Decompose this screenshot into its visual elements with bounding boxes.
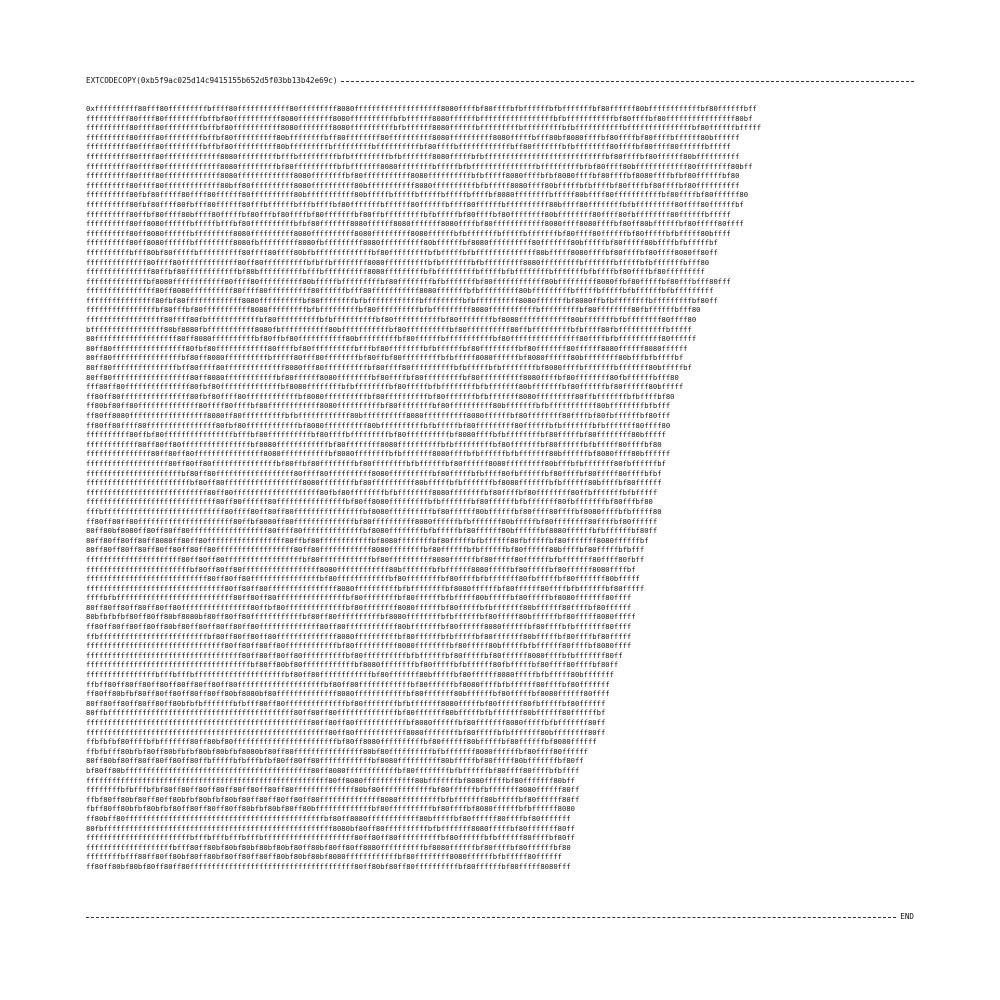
hex-dump-line: 80bfbfbfbf80ff80ff80bf8080bf80ff80ff80ffffffffffffbf80ff80ffffffffffbf8080ffffffffbfbffffffbf80fffff80bffffffbf80fffff8080fffff xyxy=(86,612,636,622)
hex-dump-line: ffbfbfbf80ffffbfbfffffff80ff80bf80ffffffffffffffffffffffffbf80ff8080ffffffffffbf80ffffff80bfffffbf80ffffffbf8080ffffff xyxy=(86,737,597,747)
hex-dump-line: ffffffffffffffff80fbf80fffffffffffff8080ffffffffffbf80ffffffffbfbffffffffffffbfffffffffbfbffffffffff8080fffffffbf8080ffbfbffffffffbfffffffffbf80ff xyxy=(86,295,718,305)
hex-dump-line: fffffffffffffff80ffbf80ffffffffffffbf80bffffffffffbfffbffffffffff8080fffffffffbfbfffffffffbfffffbfbffffffffbfffffffbfbffffbf80ffffbf80fffffffff xyxy=(86,267,705,277)
hex-dump-line: 80ff80ff80ff80ff80ff80bfbfbfffffffbfbfff80ff80ffffffffffffffbf80ffffffffbfbfffffff8080fffffbf80ffffff80fbfffffbf80ffffff xyxy=(86,698,606,708)
hex-dump-line: fffbffffffffffffffffffffffffffff80ffff80ff80ff80ffffffffffffffffbf8080ffffffffffbf80ffffff80bffffffbf80ffff80ffffbf8080ffffbfbfffff80 xyxy=(86,506,662,516)
hex-dump-line: ffffffffff80ffff80fffffffffbffbf80ffffffffff80bfffffffffbfffffffffbffffffffffbf80ffffbffffffffffffbff80fffffffbfbffffffff80ffffbf80ffff80ffffffbfffff xyxy=(86,142,731,152)
footer-divider xyxy=(86,917,896,918)
hex-dump-line: 80fffffffffffffffffff80ff8080ffffffffffbf80ffbf80fffffffffff80bfffffffffbf80ffffffbfffffffffffbf80ffffffffffffffff80ffffbfbffffffffff80ffffff xyxy=(86,334,697,344)
hex-dump-line: ffffffffbfbfffbfbf80ff80ff80ff80ff80ff80ff80ff80ffffffffffffff80bf80ffffffffffffbf80ffffffbfbfffffff8080ffffff80ff xyxy=(86,785,580,795)
hex-dump-line: ffffffffffbfff80bf80fffffbffffffffff80ffff80ffff80bfbfffffffffffffbf80fffffffffbfbfffffbfbffffffffffffff80bfffff8080ffffbf80ffffbf80ffff8080ff80ff xyxy=(86,247,718,257)
hex-dump-line: ff80bf80ff80ffffffffffffff80ffff80ffffbf80ffffffffffff8080ffffffffffbf80ffffffffbf80ffffffffff80bfffffffbfbfffffffffff80bffffffffbfbfff xyxy=(86,401,671,411)
hex-dump-line: ffffffffffffffffffffffffffffffffffffffbf80ff80bf80ffffffffffffbf8080ffffffffbf80fffffbfbffffff80fbfffffbf80ffff80ffffbf80ff xyxy=(86,660,619,670)
hex-dump-line: 80ff80ff80ff80ff8080ff80ff80ffffffffffffffffff80ffbf80ffffffffffffbf8080ffffffffbf80fffffbfbffffff80fbfffffbf80fffffff8080ffffffbf xyxy=(86,535,649,545)
hex-dump-line: ffffffffff80ff8080ffffffbfffffbfffbf80ffffffffffbfbf80fffffff8080ffffff8080fffffff8080ffffbf80ffffffffffff8080ffff8080ffffbf80ff80bffffffbf80fffff80ffff xyxy=(86,219,744,229)
hex-dump-line: ffffffffff80ffff80fffffffffffff8080fffffffffbfffbfffffffffbfbfffffffffbfbfffffff8080fffffbfbffffffffffffffffffffffffffffbf80ffffbf80ffffff80bffffffffff xyxy=(86,151,740,161)
hex-dump-line: 80ff80ffffffffffffffffbf80ff8080ffffffffffbfffff80fff80ffffffffbf80ffbf80fffffffffbfbfffff8080ffffffbf8080ffffff80bffffffff80bfffbfbffffbf xyxy=(86,353,684,363)
hex-dump-line: ffffffffff80ff8080ffffffbfffffffff8080ffffffffff8080ffffffffff8080fffffffff8080ffffffbfbfffffffbfffffbfffffffbf80ffff80ffffffbf80fffffbfbfffff80bffff xyxy=(86,228,731,238)
hex-dump-line: ffffffffffffffffbfffbfffbfffffffffffffffffffffbf80ff80ffffffffffffbf80fffffff80bfffffbf80ffffff8080fffffbfbfffff80bfffffff xyxy=(86,670,614,680)
hex-dump-line: ffffffffffffffff80ff8080ffffffffff80ffff80ffffffffff80ffffffbfff80fffffffffff8080fffffffbfbfffffffff80bfffffffffbfffffbfffffbfbffffffbfbfffffffff xyxy=(86,286,714,296)
hex-dump-line: ffffffffffffffbf8080ffffffffffff80ffff80ffffffffff80bfffffbfffffffffbf80ffffffffbfbfffffffbf80ffffffffffff80bfffffffff8080ffbf80fffffbf80fffbfff80fff xyxy=(86,276,731,286)
hex-dump-line: fbff80ff80bfbf80bfbf80ff80ff80ff80ff80bfbf80bf80ff80bfffffffffffffbf80ffffffffffbf80ffffbf8080ffffffbfbffffff8080 xyxy=(86,804,575,814)
hex-dump-line: ffffffffff80ffbf80ffff80bffff80fffffbf80fffbf80ffffbf80fffffffbf80ffbfffffffffbfbfffffbf80ffffbf80ffffffff80bffffffff80ffff80fbffffffff80ffffffbfffff xyxy=(86,209,731,219)
dump-header xyxy=(86,76,914,85)
hex-dump-line: ff80ff80ffffffffffffffff80fbf80ffff80ffffffffffffbf8080ffffffffffbf80ffffffffffbf80fffffffbfbfffffff8080fffffffff80ffbfffffffbfbffffbf80 xyxy=(86,391,675,401)
hex-dump-line: ffbf80ff80bf80ff80ff80bfbf80bfbf80bf80ff80ff80ff80ff80ffffffffffffff8080ffffffffffbfbfffffff80bfffffbf80ffffff80ff xyxy=(86,794,580,804)
hex-dump-line: ffffffffffffffffffffffffffff80ff80ffffffffffffffffffff80fbf80ffffffffbfbffffffff8080ffffffffbf80ffffbf80ffffffff80ffbfffffffbfbfffff xyxy=(86,487,658,497)
hex-dump-line: ffffffffffffffffffffffffffffffffffffffffffffffffffffffff80ff8080ffffffffffff80bfffffffbf8080fffffbf80fffffff80bff xyxy=(86,775,575,785)
hex-dump-line: ffffffffffffffffffffffffffffff80ff80ffffff80ffffffffffffffffbf80ff8080fffffffffbfbfffffffbf80ffffffbfbfffffff80fbfffffffbf80fffbf80 xyxy=(86,497,653,507)
dump-footer xyxy=(86,912,914,921)
hex-dump-line: ff80bff80ffffffffffffffffffffffffffffffffffffffffffffffbf80ff8080ffffffffffff80bfffffbf80ffffff80ffffbf80fffffff xyxy=(86,813,571,823)
hex-dump-line: 80ff80fffffffffffffffff80fbf80ffffffffffff80ffffbf80ffffffffffbfffbf80ffffffffbfbffffffbf80fffffffffbf80fffffff80ffffff8080ffffff8080ffffff xyxy=(86,343,688,353)
hex-dump-line: ffffffffff80ffff80fffffffffbffbf80ffffffffff80bffffffffbff80ffffffff80ffffffffff8080ffffffffff8080fffffbfff80bf8080ffffbf80ffffbf80ffffbffffff80bffffff xyxy=(86,132,740,142)
hex-dump-line: ffffffffbfff80ff80ff80bf80ff80bf80ff80ff80ff80bf80bf80bf8080ffffffffffffbf80ffffffff8080ffffffbfbfffff80ffffff xyxy=(86,852,562,862)
hex-dump-line: ffffffffff80ffff80fffffffffffff8080fffffffffffff8080ffffffffbf80fffffffffff8080ffffffffffbfbfffff8080ffffbfbf8080ffffbf80ffffbf8080ffffbfbf80ffffffbf80 xyxy=(86,171,740,181)
hex-dump-line: ffffffffffffffffffffffffbf80ff80ffffffffffffffffff8080ffffffffbf80ffffffffff80bfffffbfbfffffffbf8080fffffffbfbffffff80bffffbf80ffffff xyxy=(86,478,662,488)
hex-dump-line: bf80ff80bfffffffffffffffffffffffffffffffffffffffffff80ff8080ffffffffffffbf80ffffffffbfbffffffbf80ffff80ffffbfbffff xyxy=(86,765,580,775)
header-label: EXTCODECOPY(0xb5f9ac025d14c9415155b652d5f03bb13b42e69c) xyxy=(86,76,338,85)
hex-dump-line: ffffffffffffffffff80ffff80fbffffffffffffbf80ffffffffffbfbffffffffffbf80fffffffffffbf80ffffffffbf8080ffffffffffff80bfffffffbfbffffffff80ffff80 xyxy=(86,315,697,325)
hex-dump-line: ffffffffffffffffffffffffffffffff80ff80ff80ffffffffffffffff8080ffffffffffbfbffffffffbf8080ffffffbf80ffffff80ffffbfbffffffbf80fffff xyxy=(86,583,645,593)
hex-dump-line: ffffffffffffffffffffbfff80ff80bf80bf80bf80bf80bf80ff80bf80ff80ff8080ffffffffffbf8080ffffffbf80ffffbf80ffffffbf80 xyxy=(86,842,571,852)
hex-dump-line: ff80ff80ffff80ffffffffffffffff80fbf80ffffffffffffbf8080ffffffffff80bffffffffffbfbfffffbf80fffffffff80ffffffbfbfffffffbfbfffffff80ffff80 xyxy=(86,420,671,430)
hex-dump-line: ffffffffffff80ff80ff80ffffffffffffffffbf8080ffffffffffffbf80ffffffff8080ffffffffffbfbfffffffffbf80fffffffbf80ffffffbfbfffff80ffffbf80 xyxy=(86,439,662,449)
hex-dump-line: fffffffffffffff80ff80ff80ffffffffffffffff8080fffffffffffbf8080ffffffffbfbfffffff8080ffffbfbffffffbfbfffffff80bffffffbf8080ffff80bffffff xyxy=(86,449,671,459)
hex-dump-line: ffffffffff80ffff80fffffffffbffbf80fffffffffff8080ffffffff8080ffffffffffbfbffffff8080ffffffbfffffffffffffffffbfbfffffffffffbf80ffffbf80ffffffffffffffff80bf xyxy=(86,113,753,123)
hex-dump-line: ffffffffffffffffffffffffffffffff80ff80ff80ff80ffffffffffffbf80ffffffffff8080ffffffffbf80fffff80bfffffbfbffffff80ffffbf8080ffff xyxy=(86,641,632,651)
hex-dump-line: ffffffffffffffffffffffffffff80ff80ff80ffffffffffffffffbf80ffffffffffffbf80ffffffffbf80ffffbfbfffffff80fbfffffbf80fffffff80bfffff xyxy=(86,574,640,584)
hex-dump-line: fffffffffffffffffff80ff80ff80fffffffffffffffbf80ffbf80ffffffffbf80ffffffffbfbffffffbf80ffffff8080fffffffff80bfffbfbfffffff80fbffffffbf xyxy=(86,458,666,468)
hex-dump-line: ffffffffffffffffffffffffbfffbfffbfffbfffbfffffffffffffffffffff80ff80ff80ffffffffffbf80ffffffbfbffffff80ffffbf80ff xyxy=(86,833,575,843)
hex-dump-line: bfffffffffffffffff80bf8080fbfffffffffff8080fbfffffffffff80bfffffffffffbf80ffffffffffbf80ffffffffff80ffbfffffffffbfbffff80fbfffffffffffbfffff xyxy=(86,324,692,334)
hex-dump-line: ffffffffffffffffffffffffffffffffffffffffffffffffffffffff80ff80ffffffffffff8080ffffffffbf80fffffbfbfffffff80bffffffff80ff xyxy=(86,727,606,737)
hex-dump-line: ffffffffffffffffffffff80ff80ff80ffffffffffffffffffbf80ffffffffffffbf80ffffffffff8080ffffffbf80fffff80ffffffbfbfffffff80ffff80fbff xyxy=(86,554,645,564)
hex-dump-line: 80ff80bf80ff80ff80ff80ff80ffbfffffbfbfffbfbf80ff80ff80ffffffffffffbf8080ffffffffff80bfffffbf80fffff80bfffffffbf80ff xyxy=(86,756,584,766)
hex-dump-line: ffffffffff80ffff80fffffffffffff80bff80ffffffffff8080ffffffffff80bfffffffffff8080ffffffffffbfbfffff8080ffff80bfffffbfbffffbf80ffffbf80ffffbf80ffffffffff xyxy=(86,180,740,190)
hex-dump-line: 0xffffffffff80fff80fffffffffbffff80ffffffffffff80fffffffff8080ffffffffffffffffffff8080ffffbf80ffffbfbffffffbfbfffffffbf80ffffff80bffffffffffffbf80ffffffbff xyxy=(86,104,757,113)
hex-dump-line: ffbff80ff80ff80ff80ff80ff80ff80ff80ffffffffffffffffffffbf80ff80ffffffffffffbf80ffffffbf8080ffffbfbffffff80ffffbf80fffffff xyxy=(86,679,610,689)
hex-dump-line: 80ff80bf8080ff80ff80ff80ffffffffffffffffff80ffff80ffffffffffffffbf8080ffffffffbfbfffffbf80ffffff80bffffffbf8080ffffffbfbffffffbf80ff xyxy=(86,526,658,536)
header-divider xyxy=(341,81,914,82)
hex-dump-line: ffffffffff80fbf80ffff80fbfff80ffffff80fffbffffffbfffbffffbf80fffffffbffffff80ffffffbffff80ffffffbffffffffff80bffff80ffffffffbfbfffffffff80ffff80ffffffbf xyxy=(86,199,744,209)
hex-dump-line: fff80ff80fffffffffffffff80fbf80ffffffffffffffbf8080ffffffffbfbffffffffbf80fffffbfbffffffffbfbfffffff80bfffffffbf80ffffffbf80ffffff80bfffff xyxy=(86,382,684,392)
hex-dump-line: ff80ff8080ffffffffffffffffff8080ff80ffffffffffbfbffffffffffff80bffffffffff8080ffffffffff8080ffffffbf80ffffffff80ffffbf80fbffffffbf80fff xyxy=(86,411,671,420)
hex-dump-line: ff80ff80bfbf80ff80ff80ff80ff80ff80bf8080bf80ffffffffffffff8080ffffffffffffbf80fffffff80bffffffbf80fffffbf8080ffffff80ffff xyxy=(86,689,610,699)
hex-dump-line: ffffffffff80ffbf80ffffffffffffffffbfffbf80ffffffffffbf80ffffbfffffffffbf80ffffffffffbf8080ffffbfbffffffffbf80fffffbf80ffffffff80bfffff xyxy=(86,430,666,440)
hex-dump-block xyxy=(86,104,914,894)
hex-dump-line: ffffffffff80ff8080ffffffbfffffffff8080fbfffffffff8080fbfffffffff8080ffffffffff80bffffffbf8080ffffffffff80fffffff80bfffffbf80fffff80bffffbfbfffffbf xyxy=(86,238,718,248)
hex-dump-line: ffffffffffffffffffffffffffffffffffff80ff80ff80ff80ffffffffffbf80ffffffffffbfbffffffbf80fffffbf80ffffff8080ffffbfbfffffff80ff xyxy=(86,650,623,660)
hex-dump-line: 80ff80ff80ff80ff80ff80ff80ff80ffffffffffffffffff80ff80ffffffffffff8080ffffffffbf80ffffffbfbffffffbf80ffffff80bffffbf80fffffbfbfff xyxy=(86,545,645,555)
hex-dump-line: 80ffbfffffffffffffffffffffffffffffffffffffffffff80ff80ff80ffffffffffffffbf80fffffff80bfffffbfbfffffff80bffffff80ffffffbf xyxy=(86,708,606,718)
hex-dump-line: 80ff80fffffffffffffffbff80ffff80ffffffffffffff8080fff80ffffffffffbf80ffff80ffffffffffbfbfffffbfbffffffffbf8080ffffbfffffffbfffffff80bfffffbf xyxy=(86,363,692,373)
hex-dump-line: ffffbfbfffffffffffffffffffffffffff80ff80ff80ffffffffffffffffbf80ffffffffbf80ffffffbfbfffff80bfffffbf80fffffbf8080fffffff80ffff xyxy=(86,593,632,603)
hex-dump-line: ffffffffffffff80ffff80fffffffffffff80ff80ffffffffffbfbffbffffffff8080ffffffffffbfbfffffffbfbfffffffff8080fffffffffbfffffffbfffffbfbfffffffbfff80 xyxy=(86,257,710,267)
hex-dump-line: ffffffffffffffffffffffffffffffffffffffffffffffffffff80ff80ff80ffffffffffffbf8080ffffffbf80fffffff8080fffffbfbfffffff80ff xyxy=(86,718,606,727)
hex-dump-line: ffffffffff80fbf80fffff80ffff80ffffff80ffffffffff80bfffffffffff80bfffffbfffffbfffffbfffffbffffbf8080ffffffffbfffff80bffff80fffffffffffbf80ffffbf80ffffff80 xyxy=(86,190,749,200)
hex-dump-line: 80fbfffffffffffffffffffffffffffffffffffffffffffffffffffff8080bf80ff80ffffffffffbfbfffffff8080fffffbf80fffffff80ff xyxy=(86,823,575,833)
hex-dump-line: ffbfffffffffffffffffffffffffbf80ff80ff80ff80ffffffffffffff8080ffffffffffbf80ffffffbfbfffffbf80fffffff80bfffffbf80ffffbf80fffff xyxy=(86,631,632,641)
hex-dump-line: ffffffffff80ffff80fffffffffbffbf80fffffffffff8080ffffffff8080ffffffffffbfbffffff8080ffffffbfffffffffbfffffffffbfbfffffffffffbfffffffffffffffbf80ffffffbfffff xyxy=(86,123,762,133)
hex-dump-line: ff80ff80bf80bf80ff80ff80ffffffffffffffffffffffffffffffffffffff80ff80bf80ff80ffffffffffbf80ffffffbf80fffff8080fff xyxy=(86,861,571,871)
hex-dump-line: 80ff80ff80ff80ff80ff80ffffffffffffffff80ffbf80ffffffffffffffbf80ffffffff8080ffffffbf80fffffbfbfffffff80bffffff80ffffbf80ffffff xyxy=(86,602,632,612)
hex-dump-line: ff80ff80ff80ff80ff80bf80ff80ff80ff80ff80ffffffffffffff80ff80ffffffffffff80bfffffffbf80ffffff8080ffffffbf80ffffbfbfffffff80ffff xyxy=(86,622,632,632)
hex-dump-line: ffffffffffffffffbf80fffbf80fffffffffff8080fffffffffbfbfffffffffbf80ffffffffffbfbfffffffff8080fffffffffffbfffffffffbf80ffffffff80fbffffffbfff80 xyxy=(86,305,701,315)
hex-dump-line: 80ff80ffffffffffffffffff80ff8080ffffffffffffbf80ffffff8080ffffffffbf80ffffbf80fffffffffbf80ffffffffff8080ffffbf80ffffffff80fbffffffbfff80 xyxy=(86,372,679,382)
hex-dump-line: ffbfbfff80bfbf80ff80bfbfbf80bf80bfbf8080bf80ff80ffffffffffffffff80bf80ffffffffffbfbfffffff8080ffffffbf80ffff80ffffff xyxy=(86,746,588,756)
footer-label: END xyxy=(900,912,914,921)
hex-dump-line: ffffffffffffffffffffffbf80ff80ffffffffffffffffff80ffff80ffffffffff8080ffffffffffbf80fffffbfbffff80fbffffffbf80ffffbf80fffff80ffffbfbf xyxy=(86,468,662,478)
hex-dump-line: ffffffffff80ffff80fffffffffffff8080fffffffffbf80ffffffffffbfbfffffff8080ffffffffbfffffbfbfffffffffffffffbfffffffffbfbf80ffff80bffffffffffff80ffffffff80bff xyxy=(86,161,753,171)
hex-dump-line: ff80ff80ff80ffffffffffffffffffffff80ffbf8080ff80ffffffffffffffbf80ffffffffff8080ffffffbfbfffffff80bfffffbf80ffffffff80ffffbf80ffffff xyxy=(86,516,658,526)
hex-dump-line: ffffffffffffffffffffffffbf80ff80ff80ffffffffffffffffff8080ffffffffffff80bfffffffbfbffffff8080fffffbf80fffffbf80ffffff8080ffffbf xyxy=(86,564,636,574)
